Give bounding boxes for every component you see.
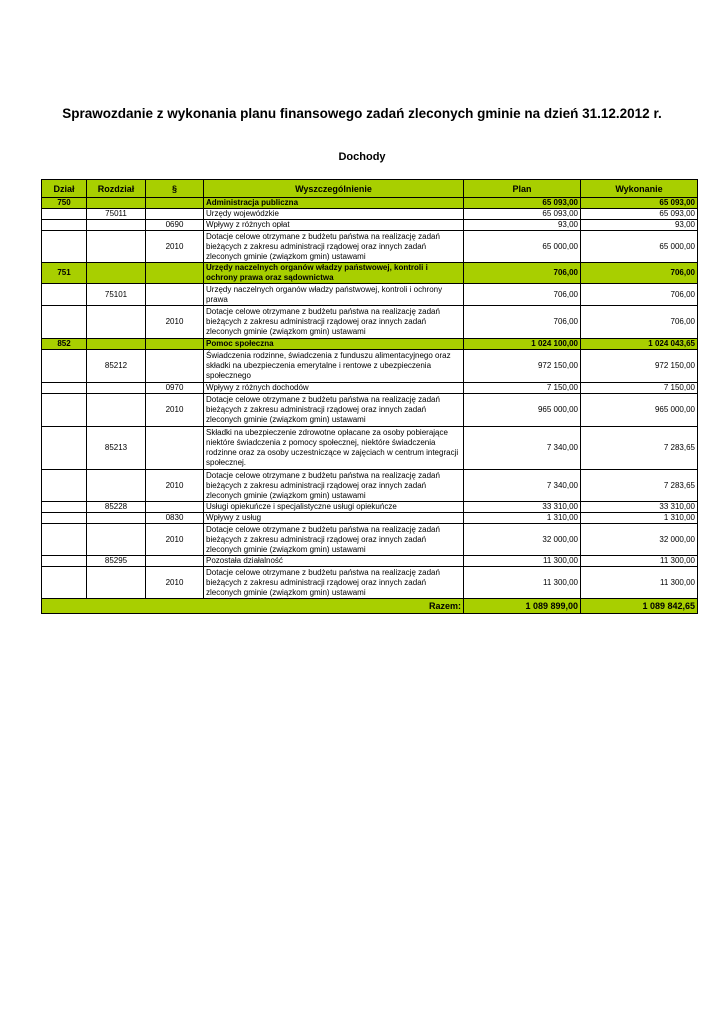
cell-wykonanie: 7 150,00 [581, 383, 698, 394]
cell-wyszczegolnienie: Urzędy naczelnych organów władzy państwowej, kontroli i ochrony prawa [204, 284, 464, 306]
cell-plan: 33 310,00 [464, 502, 581, 513]
header-paragraf: § [146, 180, 204, 198]
cell-dzial [42, 513, 87, 524]
cell-paragraf: 2010 [146, 567, 204, 599]
total-label: Razem: [42, 599, 464, 614]
table-row [42, 556, 698, 567]
table-row [42, 350, 698, 383]
cell-wykonanie: 706,00 [581, 284, 698, 306]
cell-dzial [42, 350, 87, 383]
cell-rozdzial: 85228 [87, 502, 146, 513]
cell-plan: 65 093,00 [464, 209, 581, 220]
cell-wykonanie: 7 283,65 [581, 470, 698, 502]
dzial-row [42, 339, 698, 350]
total-plan: 1 089 899,00 [464, 599, 581, 614]
cell-paragraf: 0690 [146, 220, 204, 231]
total-row [42, 599, 698, 614]
table-row [42, 567, 698, 599]
cell-dzial [42, 470, 87, 502]
cell-rozdzial [87, 567, 146, 599]
cell-dzial [42, 502, 87, 513]
cell-dzial: 751 [42, 263, 87, 284]
cell-wyszczegolnienie: Urzędy naczelnych organów władzy państwowej, kontroli i ochrony prawa oraz sądownictwa [204, 263, 464, 284]
cell-paragraf: 2010 [146, 306, 204, 339]
cell-paragraf [146, 350, 204, 383]
table-row [42, 209, 698, 220]
cell-paragraf [146, 209, 204, 220]
cell-wyszczegolnienie: Pozostała działalność [204, 556, 464, 567]
cell-paragraf: 2010 [146, 394, 204, 427]
cell-paragraf [146, 284, 204, 306]
cell-wykonanie: 965 000,00 [581, 394, 698, 427]
cell-plan: 11 300,00 [464, 556, 581, 567]
cell-dzial [42, 231, 87, 263]
cell-wykonanie: 11 300,00 [581, 567, 698, 599]
cell-wykonanie: 33 310,00 [581, 502, 698, 513]
cell-wyszczegolnienie: Wpływy z usług [204, 513, 464, 524]
cell-dzial [42, 556, 87, 567]
table-row [42, 513, 698, 524]
header-wykonanie: Wykonanie [581, 180, 698, 198]
cell-rozdzial [87, 198, 146, 209]
cell-wykonanie: 11 300,00 [581, 556, 698, 567]
cell-plan: 11 300,00 [464, 567, 581, 599]
cell-plan: 32 000,00 [464, 524, 581, 556]
cell-rozdzial: 85295 [87, 556, 146, 567]
cell-plan: 1 310,00 [464, 513, 581, 524]
cell-plan: 93,00 [464, 220, 581, 231]
cell-dzial [42, 209, 87, 220]
cell-wykonanie: 1 310,00 [581, 513, 698, 524]
header-rozdzial: Rozdział [87, 180, 146, 198]
cell-rozdzial: 75011 [87, 209, 146, 220]
cell-wyszczegolnienie: Dotacje celowe otrzymane z budżetu państwa na realizację zadań bieżących z zakresu administracji rządowej oraz innych zadań zleconych gminie (związkom gmin) ustawami [204, 394, 464, 427]
cell-rozdzial [87, 383, 146, 394]
cell-wyszczegolnienie: Dotacje celowe otrzymane z budżetu państwa na realizację zadań bieżących z zakresu administracji rządowej oraz innych zadań zleconych gminie (związkom gmin) ustawami [204, 306, 464, 339]
dzial-row [42, 263, 698, 284]
cell-rozdzial [87, 339, 146, 350]
table-row [42, 502, 698, 513]
cell-wykonanie: 65 093,00 [581, 209, 698, 220]
cell-wyszczegolnienie: Dotacje celowe otrzymane z budżetu państwa na realizację zadań bieżących z zakresu administracji rządowej oraz innych zadań zleconych gminie (związkom gmin) ustawami [204, 231, 464, 263]
cell-wykonanie: 65 093,00 [581, 198, 698, 209]
cell-rozdzial [87, 524, 146, 556]
cell-plan: 1 024 100,00 [464, 339, 581, 350]
dzial-row [42, 198, 698, 209]
table-row [42, 470, 698, 502]
cell-wyszczegolnienie: Dotacje celowe otrzymane z budżetu państwa na realizację zadań bieżących z zakresu administracji rządowej oraz innych zadań zleconych gminie (związkom gmin) ustawami [204, 524, 464, 556]
cell-dzial [42, 220, 87, 231]
cell-dzial: 750 [42, 198, 87, 209]
header-wyszczegolnienie: Wyszczególnienie [204, 180, 464, 198]
cell-rozdzial [87, 231, 146, 263]
table-row [42, 220, 698, 231]
cell-wykonanie: 706,00 [581, 263, 698, 284]
cell-paragraf [146, 427, 204, 470]
cell-wyszczegolnienie: Wpływy z różnych opłat [204, 220, 464, 231]
cell-dzial [42, 394, 87, 427]
cell-plan: 7 340,00 [464, 427, 581, 470]
cell-plan: 706,00 [464, 284, 581, 306]
cell-dzial [42, 383, 87, 394]
cell-rozdzial: 75101 [87, 284, 146, 306]
cell-paragraf: 2010 [146, 231, 204, 263]
cell-plan: 7 340,00 [464, 470, 581, 502]
cell-wyszczegolnienie: Usługi opiekuńcze i specjalistyczne usługi opiekuńcze [204, 502, 464, 513]
cell-paragraf [146, 502, 204, 513]
cell-rozdzial [87, 263, 146, 284]
cell-rozdzial [87, 220, 146, 231]
cell-dzial [42, 284, 87, 306]
cell-rozdzial [87, 513, 146, 524]
cell-wykonanie: 1 024 043,65 [581, 339, 698, 350]
cell-paragraf [146, 556, 204, 567]
cell-rozdzial [87, 394, 146, 427]
cell-rozdzial [87, 306, 146, 339]
cell-paragraf: 2010 [146, 470, 204, 502]
header-dzial: Dział [42, 180, 87, 198]
cell-wykonanie: 93,00 [581, 220, 698, 231]
cell-wykonanie: 972 150,00 [581, 350, 698, 383]
cell-wyszczegolnienie: Pomoc społeczna [204, 339, 464, 350]
cell-wyszczegolnienie: Dotacje celowe otrzymane z budżetu państwa na realizację zadań bieżących z zakresu administracji rządowej oraz innych zadań zleconych gminie (związkom gmin) ustawami [204, 470, 464, 502]
table-row [42, 394, 698, 427]
table-row [42, 284, 698, 306]
cell-paragraf [146, 339, 204, 350]
cell-wyszczegolnienie: Wpływy z różnych dochodów [204, 383, 464, 394]
cell-rozdzial: 85212 [87, 350, 146, 383]
cell-plan: 65 093,00 [464, 198, 581, 209]
header-plan: Plan [464, 180, 581, 198]
cell-paragraf: 2010 [146, 524, 204, 556]
cell-dzial [42, 524, 87, 556]
cell-paragraf: 0970 [146, 383, 204, 394]
cell-paragraf [146, 263, 204, 284]
table-header-row [42, 180, 698, 198]
cell-plan: 965 000,00 [464, 394, 581, 427]
cell-plan: 7 150,00 [464, 383, 581, 394]
cell-wyszczegolnienie: Urzędy wojewódzkie [204, 209, 464, 220]
cell-plan: 972 150,00 [464, 350, 581, 383]
table-row [42, 231, 698, 263]
cell-wyszczegolnienie: Dotacje celowe otrzymane z budżetu państwa na realizację zadań bieżących z zakresu administracji rządowej oraz innych zadań zleconych gminie (związkom gmin) ustawami [204, 567, 464, 599]
total-wykonanie: 1 089 842,65 [581, 599, 698, 614]
cell-dzial [42, 427, 87, 470]
cell-paragraf: 0830 [146, 513, 204, 524]
cell-wykonanie: 706,00 [581, 306, 698, 339]
cell-plan: 706,00 [464, 306, 581, 339]
report-title: Sprawozdanie z wykonania planu finansowego zadań zleconych gminie na dzień 31.12.2012 r. [62, 106, 662, 121]
cell-wykonanie: 7 283,65 [581, 427, 698, 470]
cell-rozdzial [87, 470, 146, 502]
section-title: Dochody [338, 151, 386, 163]
table-body [42, 198, 698, 599]
cell-wyszczegolnienie: Administracja publiczna [204, 198, 464, 209]
table-row [42, 427, 698, 470]
revenue-table [41, 179, 698, 614]
table-row [42, 306, 698, 339]
cell-wykonanie: 65 000,00 [581, 231, 698, 263]
table-row [42, 524, 698, 556]
cell-plan: 706,00 [464, 263, 581, 284]
table-row [42, 383, 698, 394]
cell-plan: 65 000,00 [464, 231, 581, 263]
cell-dzial [42, 306, 87, 339]
cell-wyszczegolnienie: Składki na ubezpieczenie zdrowotne opłacane za osoby pobierające niektóre świadczenia z pomocy społecznej, niektóre świadczenia rodzinne oraz za osoby uczestniczące w zajęciach w centrum integracji społecznej. [204, 427, 464, 470]
cell-dzial: 852 [42, 339, 87, 350]
cell-wykonanie: 32 000,00 [581, 524, 698, 556]
cell-wyszczegolnienie: Świadczenia rodzinne, świadczenia z funduszu alimentacyjnego oraz składki na ubezpieczenia emerytalne i rentowe z ubezpieczenia społecznego [204, 350, 464, 383]
cell-rozdzial: 85213 [87, 427, 146, 470]
cell-dzial [42, 567, 87, 599]
cell-paragraf [146, 198, 204, 209]
